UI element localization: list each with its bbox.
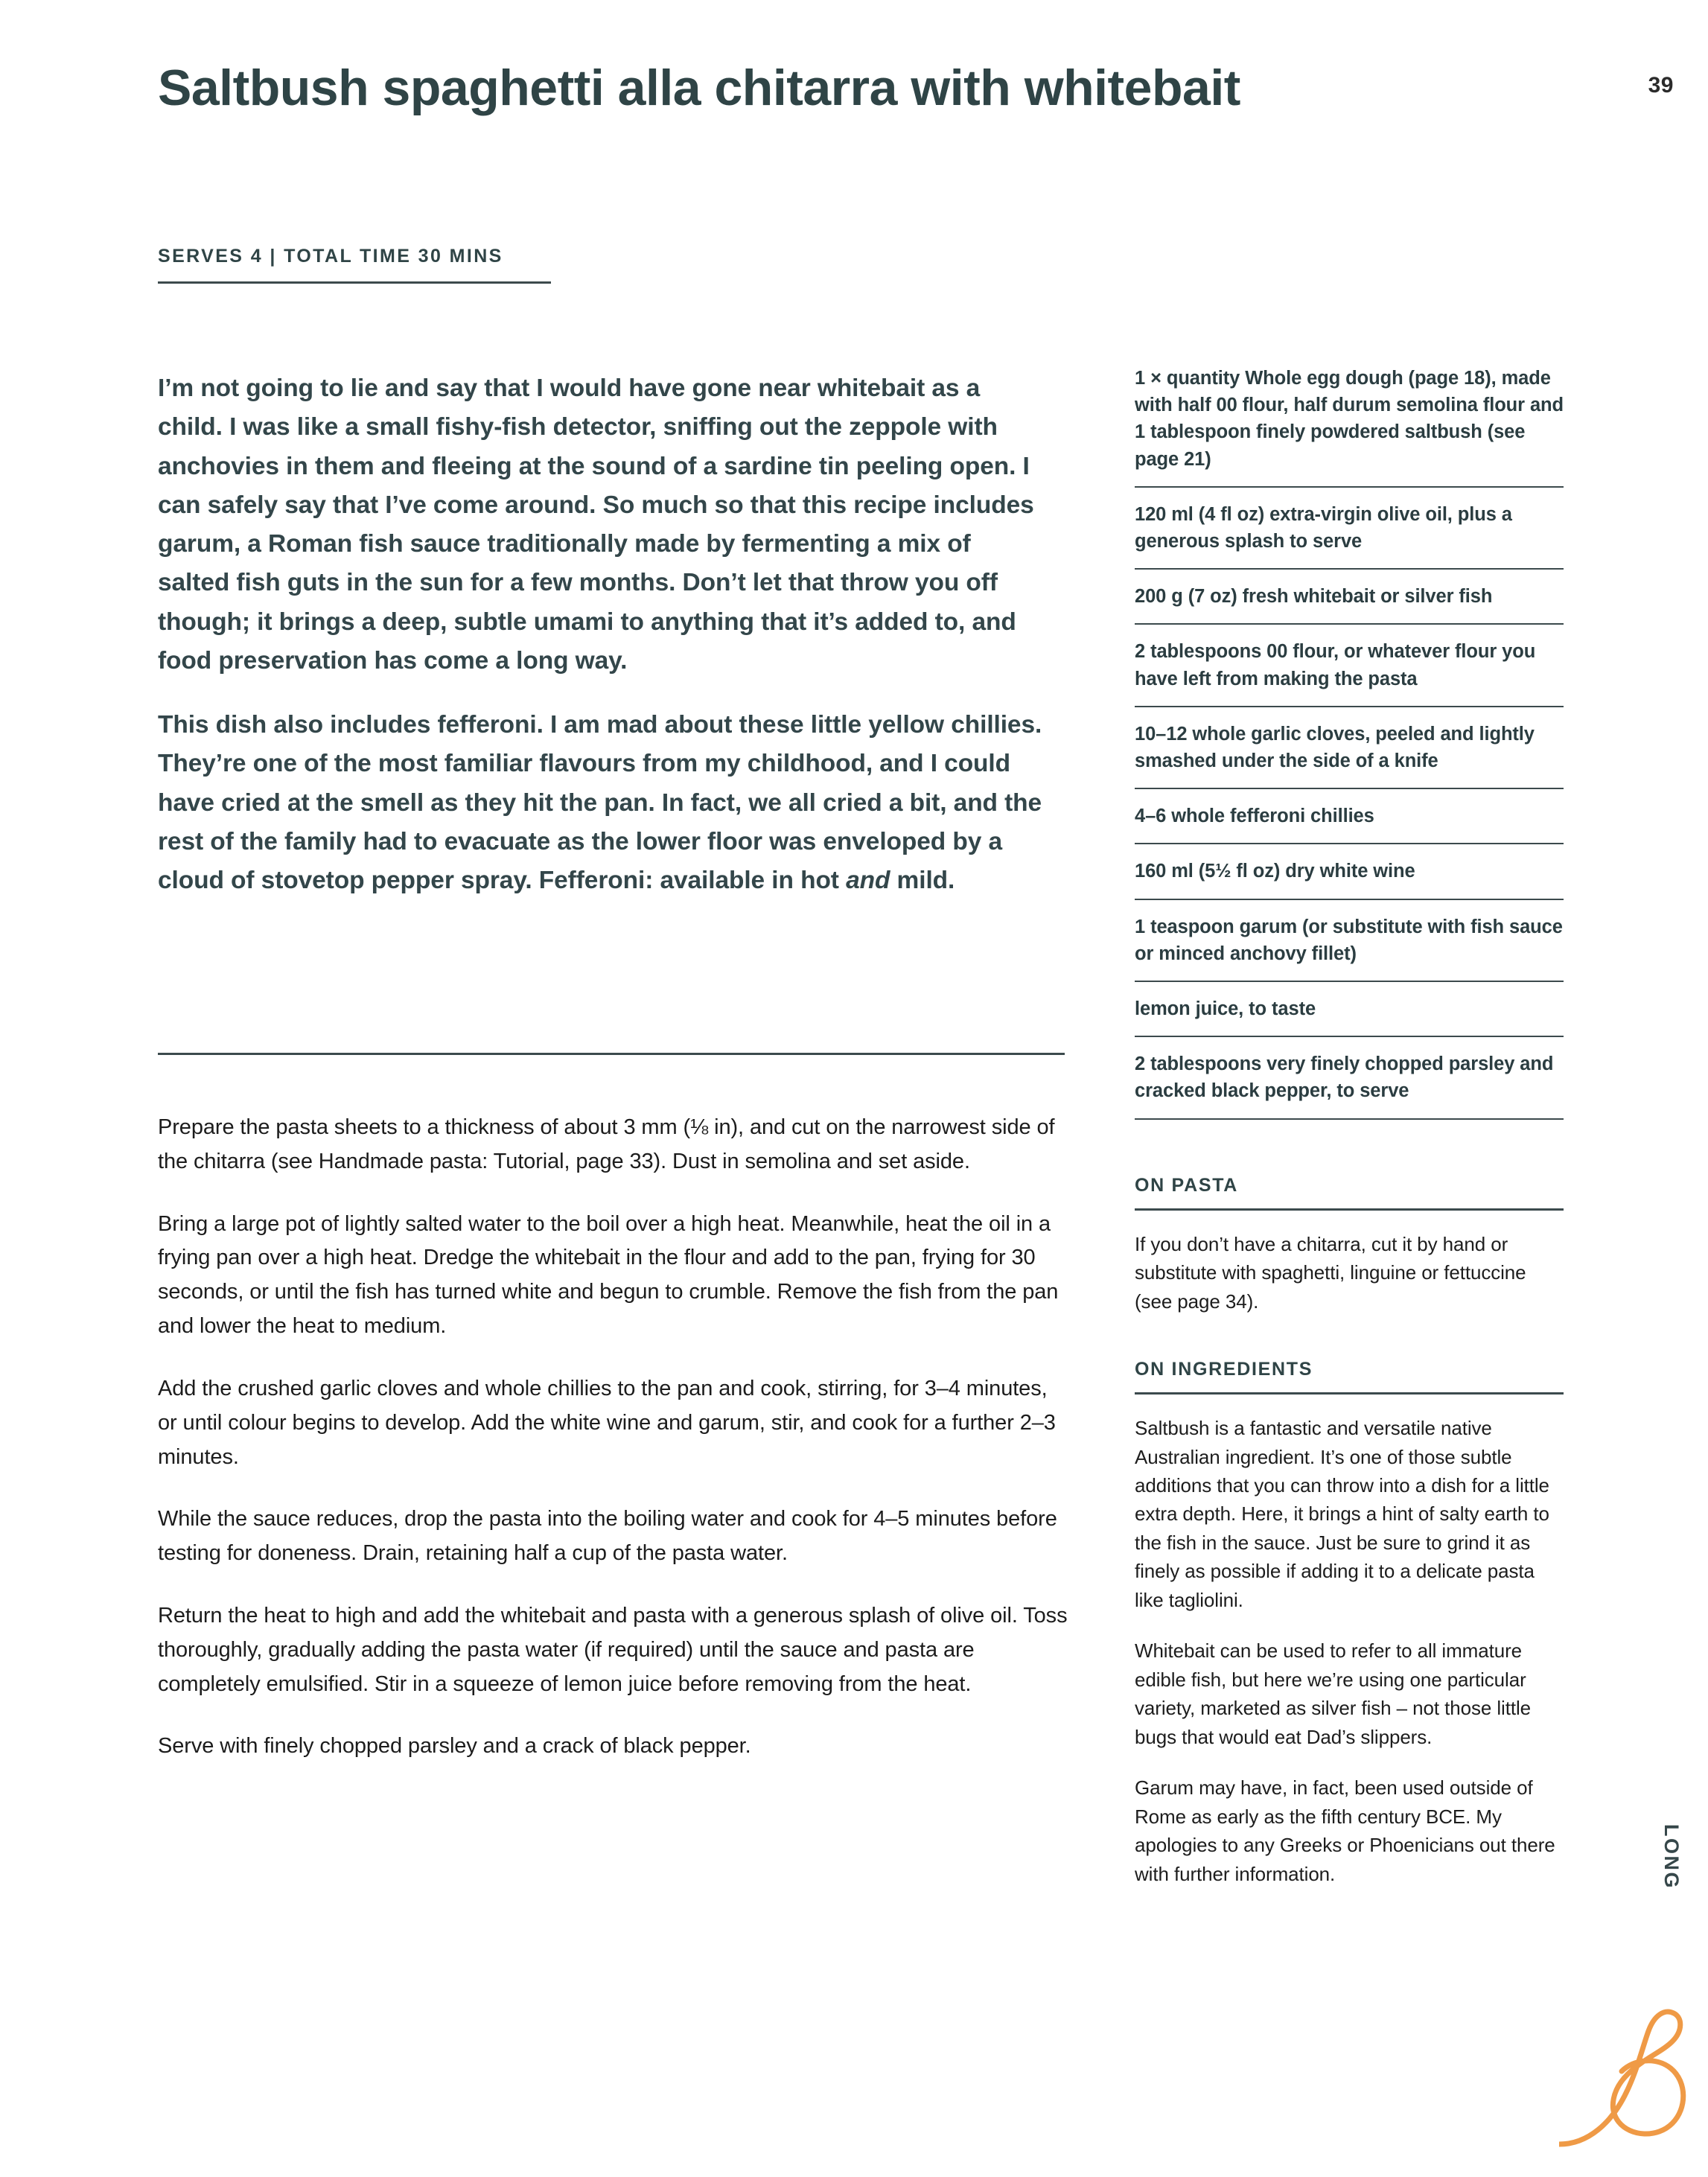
note-on-ingredients <box>1135 1359 1564 1888</box>
method-step: Return the heat to high and add the whitebait and pasta with a generous splash of olive oil. Toss thoroughly, gradually adding the pasta water (if required) until the sauce and pasta are completely emulsified. Stir in a squeeze of lemon juice before removing from the heat. <box>158 1603 1068 1696</box>
method-step: Serve with finely chopped parsley and a crack of black pepper. <box>158 1734 751 1759</box>
note-heading-rule <box>1135 1392 1564 1395</box>
ingredients-list <box>1135 365 1564 1120</box>
note-heading-rule <box>1135 1208 1564 1211</box>
method-step: Bring a large pot of lightly salted water to the boil over a high heat. Meanwhile, heat the oil in a frying pan over a high heat. Dredge the whitebait in the flour and add to the pan, frying for 30 seconds, or until the fish has turned white and begun to crumble. Remove the fish from the pan and lower the heat to medium. <box>158 1211 1059 1339</box>
ingredient-item: lemon juice, to taste <box>1135 995 1564 1037</box>
note-paragraph: If you don’t have a chitarra, cut it by hand or substitute with spaghetti, linguine or fettuccine (see page 34). <box>1135 1232 1526 1313</box>
note-heading: ON INGREDIENTS <box>1135 1359 1313 1380</box>
sidebar-column <box>1135 365 1564 1888</box>
decorative-swirl-icon <box>1559 2003 1708 2174</box>
method-step: Prepare the pasta sheets to a thickness of about 3 mm (⅛ in), and cut on the narrowest side of the chitarra (see Handmade pasta: Tutorial, page 33). Dust in semolina and set aside. <box>158 1115 1055 1173</box>
ingredient-item: 1 × quantity Whole egg dough (page 18), made with half 00 flour, half durum semolina flour and 1 tablespoon finely powdered saltbush (see page 21) <box>1135 365 1564 488</box>
note-paragraph: Whitebait can be used to refer to all immature edible fish, but here we’re using one particular variety, marketed as silver fish – not those little bugs that would eat Dad’s slippers. <box>1135 1639 1531 1748</box>
intro-p2-emphasis: and <box>846 867 890 894</box>
method-steps <box>158 1111 1070 1764</box>
note-paragraph: Saltbush is a fantastic and versatile native Australian ingredient. It’s one of those subtle additions that you can throw into a dish for a little extra depth. Here, it brings a hint of salty earth to the fish in the sauce. Just be sure to grind it as finely as possible if adding it to a delicate pasta like tagliolini. <box>1135 1417 1549 1611</box>
note-on-pasta <box>1135 1175 1564 1316</box>
ingredient-item: 4–6 whole fefferoni chillies <box>1135 803 1564 844</box>
note-paragraph: Garum may have, in fact, been used outside of Rome as early as the fifth century BCE. My apologies to any Greeks or Phoenicians out there with further information. <box>1135 1776 1555 1885</box>
recipe-meta: SERVES 4 | TOTAL TIME 30 MINS <box>158 246 503 267</box>
intro-text <box>158 369 1045 900</box>
ingredient-item: 2 tablespoons very finely chopped parsley and cracked black pepper, to serve <box>1135 1051 1564 1119</box>
method-divider-rule <box>158 1053 1065 1055</box>
note-heading: ON PASTA <box>1135 1174 1239 1196</box>
intro-p2-part3: mild. <box>890 867 955 894</box>
page-number: 39 <box>1648 73 1674 98</box>
ingredient-item: 2 tablespoons 00 flour, or whatever flour you have left from making the pasta <box>1135 638 1564 707</box>
method-step: While the sauce reduces, drop the pasta into the boiling water and cook for 4–5 minutes before testing for doneness. Drain, retaining half a cup of the pasta water. <box>158 1507 1057 1566</box>
ingredient-item: 200 g (7 oz) fresh whitebait or silver fish <box>1135 583 1564 625</box>
method-step: Add the crushed garlic cloves and whole chillies to the pan and cook, stirring, for 3–4 minutes, or until colour begins to develop. Add the white wine and garum, stir, and cook for a further 2–3 minutes. <box>158 1376 1056 1469</box>
ingredient-item: 10–12 whole garlic cloves, peeled and lightly smashed under the side of a knife <box>1135 721 1564 789</box>
ingredient-item: 1 teaspoon garum (or substitute with fish sauce or minced anchovy fillet) <box>1135 914 1564 982</box>
page-title: Saltbush spaghetti alla chitarra with whitebait <box>158 60 1240 116</box>
intro-paragraph <box>158 706 1045 900</box>
intro-paragraph: I’m not going to lie and say that I would have gone near whitebait as a child. I was like a small fishy-fish detector, sniffing out the zeppole with anchovies in them and fleeing at the sound of a sardine tin peeling open. I can safely say that I’ve come around. So much so that this recipe includes garum, a Roman fish sauce traditionally made by fermenting a mix of salted fish guts in the sun for a few months. Don’t let that throw you off though; it brings a deep, subtle umami to anything that it’s added to, and food preservation has come a long way. <box>158 374 1034 675</box>
intro-p2-part1: This dish also includes fefferoni. I am mad about these little yellow chillies. They’re one of the most familiar flavours from my childhood, and I could have cried at the smell as they hit the pan. In fact, we all cried a bit, and the rest of the family had to evacuate as the lower floor was enveloped by a cloud of stovetop pepper spray. Fefferoni: available in hot <box>158 711 1042 894</box>
ingredient-item: 120 ml (4 fl oz) extra-virgin olive oil, plus a generous splash to serve <box>1135 501 1564 570</box>
meta-rule <box>158 281 551 284</box>
ingredient-item: 160 ml (5½ fl oz) dry white wine <box>1135 858 1564 899</box>
section-side-label: LONG <box>1660 1824 1683 1890</box>
